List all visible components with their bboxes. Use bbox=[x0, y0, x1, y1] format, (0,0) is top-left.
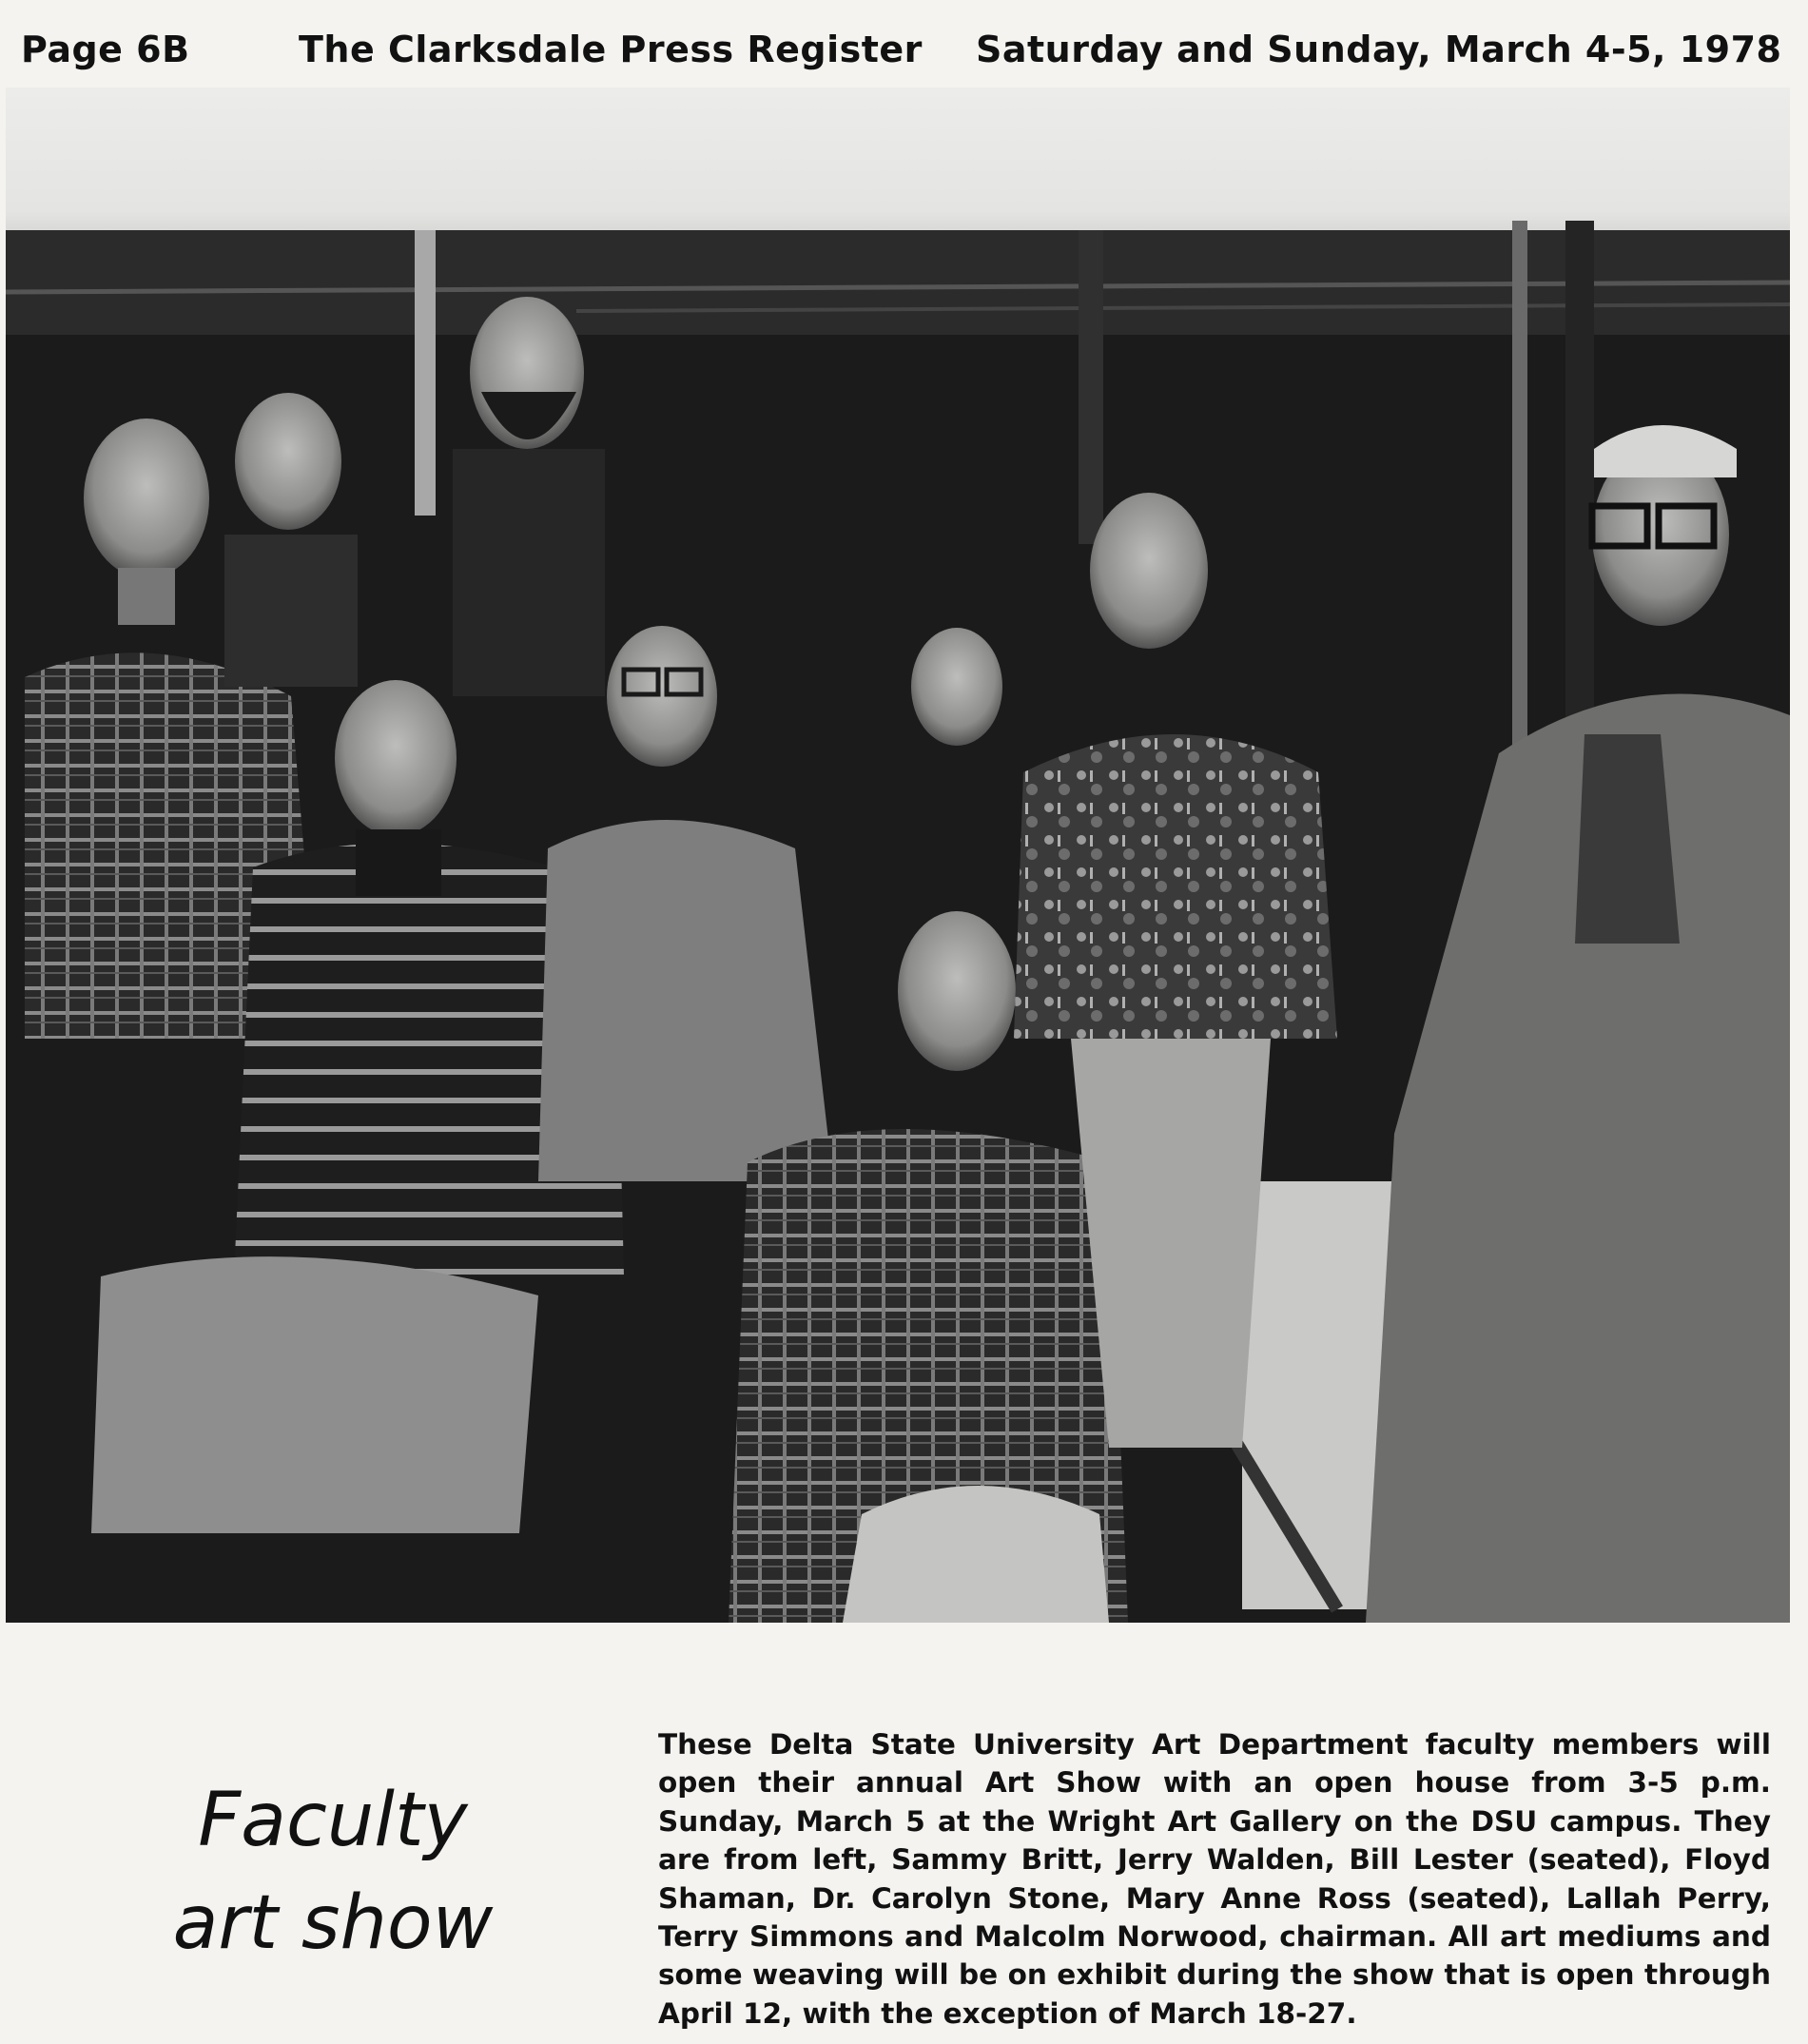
group-photo bbox=[6, 88, 1790, 1623]
newspaper-name: The Clarksdale Press Register bbox=[299, 29, 923, 70]
masthead bbox=[0, 0, 1808, 91]
photo-caption: These Delta State University Art Department faculty members will open their annual Art Show with an open house from 3-5 p.m. Sunday, March 5 at the Wright Art Gallery on the DSU campus. They are from left, Sammy Britt, Jerry Walden, Bill Lester (seated), Floyd Shaman, Dr. Carolyn Stone, Mary Anne Ross (seated), Lallah Perry, Terry Simmons and Malcolm Norwood, chairman. All art mediums and some weaving will be on exhibit during the show that is open through April 12, with the exception of March 18-27. bbox=[658, 1728, 1771, 2030]
issue-date: Saturday and Sunday, March 4-5, 1978 bbox=[976, 29, 1782, 70]
page-number: Page 6B bbox=[21, 29, 190, 70]
headline-line-2: art show bbox=[172, 1880, 494, 1966]
headline bbox=[143, 1769, 523, 1975]
headline-line-1: Faculty bbox=[198, 1778, 468, 1863]
